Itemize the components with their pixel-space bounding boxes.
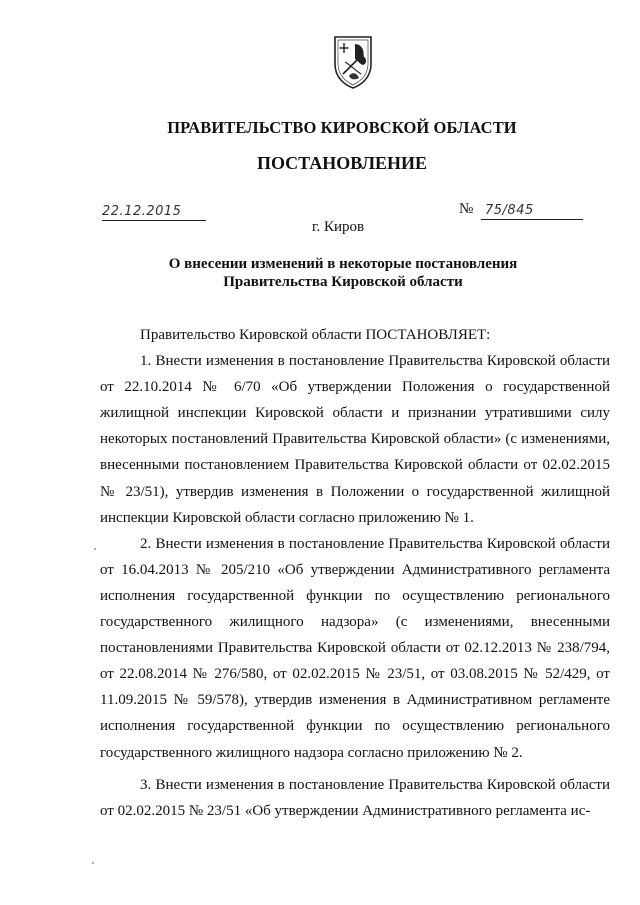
preamble: Правительство Кировской области ПОСТАНОВЛЯЕТ:: [140, 327, 491, 343]
number-sign: №: [459, 201, 474, 217]
document-date: 22.12.2015: [102, 204, 182, 219]
clause-1: 1. Внести изменения в постановление Правительства Кировской области от 22.10.2014 № 6/70 «Об утверждении Положения о государственной жилищной инспекции Кировской области и признании утратившими силу некоторых постановлений Правительства Кировской области» (с изменениями, внесенными постановлением Правительства Кировской области от 02.02.2015 № 23/51), утвердив изменения в Положении о государственной жилищной инспекции Кировской области согласно приложению № 1.: [100, 353, 610, 526]
document-title-line-2: Правительства Кировской области: [223, 274, 463, 290]
document-number-field: [459, 200, 583, 220]
document-body: [100, 322, 610, 824]
document-title: [0, 255, 640, 291]
clause-3: 3. Внести изменения в постановление Правительства Кировской области от 02.02.2015 № 23/51 «Об утверждении Административного регламента ис-: [100, 776, 610, 819]
city-label: г. Киров: [312, 219, 365, 235]
document-title-line-1: О внесении изменений в некоторые постановления: [168, 256, 518, 272]
document-type: ПОСТАНОВЛЕНИЕ: [256, 153, 428, 173]
government-name: ПРАВИТЕЛЬСТВО КИРОВСКОЙ ОБЛАСТИ: [167, 118, 517, 137]
scan-speck: [92, 862, 94, 864]
clause-2: 2. Внести изменения в постановление Правительства Кировской области от 16.04.2013 № 205/210 «Об утверждении Административного регламента исполнения государственной функции по осуществлению регионального государственного жилищного надзора» (с изменениями, внесенными постановлениями Правительства Кировской области от 02.12.2013 № 238/794, от 22.08.2014 № 276/580, от 02.02.2015 № 23/51, от 03.08.2015 № 52/429, от 11.09.2015 № 59/578), утвердив изменения в Административном регламенте исполнения государственной функции по осуществлению регионального государственного жилищного надзора согласно приложению № 2.: [100, 535, 610, 761]
scan-speck: [94, 548, 96, 550]
document-date-field: [102, 200, 206, 221]
coat-of-arms-icon: [331, 34, 375, 90]
document-number: 75/845: [485, 203, 534, 218]
document-number-line: [481, 199, 583, 220]
